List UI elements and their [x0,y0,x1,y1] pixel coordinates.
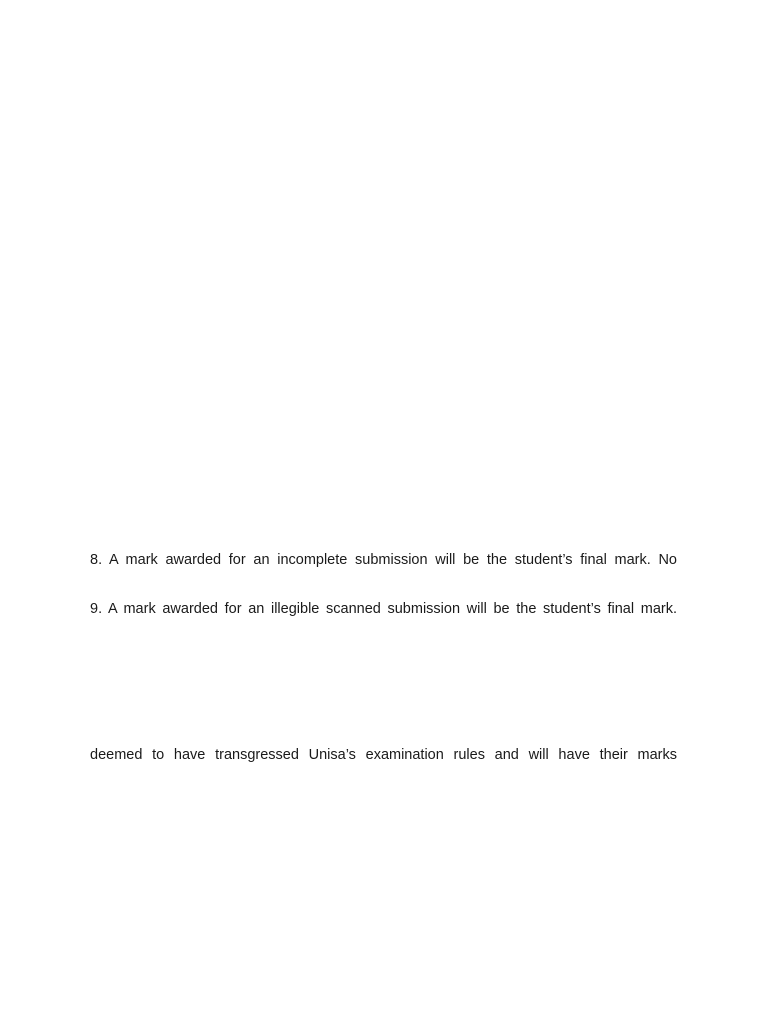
text-line: deemed to have transgressed Unisa’s examination rules and will have their marks [90,747,677,763]
text-line-rule-9 [90,600,677,618]
text-line: 9. A mark awarded for an illegible scanned submission will be the student’s final mark. [90,601,677,617]
text-line-transgression [90,746,677,764]
text-line: 8. A mark awarded for an incomplete submission will be the student’s final mark. No [90,552,677,568]
text-line-rule-8 [90,551,677,569]
